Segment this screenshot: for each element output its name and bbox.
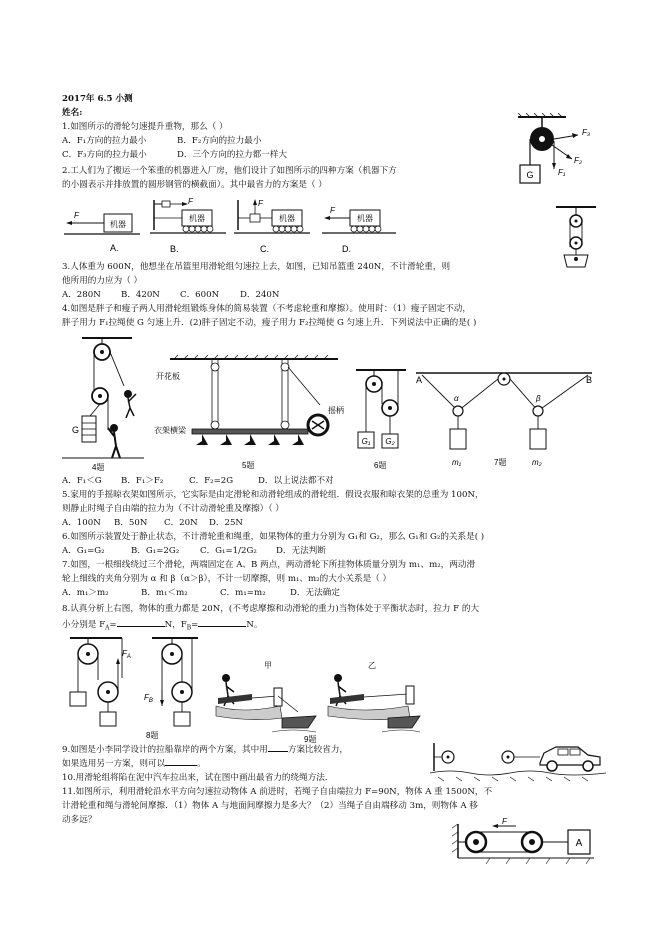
q1-f3-label: F₃ (582, 128, 591, 137)
q11-stem-line2: 计滑轮重和绳与滑轮间摩擦．（1）物体 A 与地面间摩擦力是多大？（2）当绳子自由端移动 3m，则物体 A 移 (62, 801, 478, 811)
q8-stem-line1: 8.认真分析上右图，物体的重力都是 20N，(不考虑摩擦和动滑轮的重力)当物体处于平衡状态时，拉力 F 的大 (62, 604, 480, 614)
q6-stem: 6.如图所示装置处于静止状态，不计滑轮重和绳重，如果物体的重力分别为 G₁和 G₂，那么 G₁和 G₂的关系是( ) (62, 532, 485, 542)
fig-label-5: 5题 (242, 461, 255, 470)
q9-yi-label: 乙 (368, 661, 376, 670)
q6-g1-label: G₁ (361, 437, 371, 446)
q1-option-d: D．三个方向的拉力都一样大 (177, 150, 288, 160)
q1-weight-label: G (526, 170, 534, 180)
q4-figure (62, 334, 152, 472)
q6-option-b: B．G₁=2G₂ (131, 546, 180, 556)
fig-label-8: 8题 (146, 731, 159, 740)
q9-blank-plan[interactable] (268, 742, 288, 752)
q7-option-a: A．m₁＞m₂ (62, 588, 109, 598)
q5-crank-label: 摇柄 (328, 406, 344, 415)
q1-f2-label: F₂ (574, 156, 582, 165)
q11-figure (450, 818, 596, 866)
q2-choice-b: B. (170, 244, 179, 254)
q5-stem-line1: 5.家用的手摇晾衣架如图所示，它实际是由定滑轮和动滑轮组成的滑轮组．假设衣服和晾衣架的总重为 100N， (62, 490, 484, 500)
q11-stem-line3: 动多远？ (62, 815, 97, 825)
q11-stem-line1: 11.如图所示，利用滑轮沿水平方向匀速拉动物体 A 前进时，若绳子自由端拉力 F=90N，物体 A 重 1500N，不 (62, 787, 493, 797)
q2-c-force: F (258, 199, 263, 208)
q10-stem: 10.用滑轮组将陷在泥中汽车拉出来，试在图中画出最省力的绕绳方法． (62, 773, 334, 783)
q5-option-d: D．25N (209, 518, 243, 528)
q8-blank-fb[interactable] (198, 617, 246, 627)
q7-stem-line2: 轮上细线的夹角分别为 α 和 β（α＞β），不计一切摩擦，则 m₁、m₂的大小关系是（ ） (62, 574, 392, 584)
q6-figure (352, 364, 410, 472)
name-label: 姓名: (62, 108, 83, 118)
q5-option-a: A．100N (62, 518, 101, 528)
q2-a-machine: 机器 (110, 220, 126, 229)
q2-figure-d (320, 196, 400, 256)
q8-fa-label: $F_A$ (122, 649, 131, 660)
fig-label-7: 7题 (494, 458, 507, 467)
q4-option-b: B．F₁＞F₂ (121, 476, 164, 486)
q7-option-b: B．m₁＜m₂ (141, 588, 188, 598)
q3-option-b: B．420N (121, 290, 160, 300)
q3-stem-line2: 他所用的力应为（ ） (62, 276, 143, 286)
q4-option-c: C．F₂=2G (189, 476, 234, 486)
fig-label-4: 4题 (92, 463, 105, 472)
q2-figure-b (148, 196, 230, 256)
q2-stem-line1: 2.工人们为了搬运一个笨重的机器进入厂房，他们设计了如图所示的四种方案（机器下方 (62, 166, 397, 176)
q7-m1-label: m₁ (452, 458, 462, 467)
q10-figure (430, 735, 606, 791)
q5-figure (152, 345, 344, 471)
fig-label-6: 6题 (374, 461, 387, 470)
q2-d-machine: 机器 (357, 214, 373, 223)
q3-option-d: D．240N (240, 290, 280, 300)
q4-option-a: A．F₁＜G (62, 476, 102, 486)
q9-stem-line1 (62, 742, 348, 756)
q5-option-c: C．20N (164, 518, 198, 528)
q9-text-d: 。 (197, 759, 206, 769)
q7-alpha: α (454, 394, 459, 403)
q9-text-a: 9.如图是小李同学设计的拉船靠岸的两个方案，其中用 (62, 745, 268, 755)
q1-option-a: A．F₁方向的拉力最小 (62, 136, 147, 146)
q7-option-c: C．m₁=m₂ (220, 588, 266, 598)
q4-option-d: D．以上说法都不对 (258, 476, 334, 486)
q2-figure-a (62, 200, 142, 256)
q5-crossbar-label: 衣架横梁 (154, 426, 186, 435)
q6-option-d: D．无法判断 (276, 546, 326, 556)
q7-point-a: A (416, 375, 423, 385)
q2-stem-line2: 的小圆表示并排放置的圆形钢管的横截面）。其中最省力的方案是（ ） (62, 180, 327, 190)
q9-blank-benefit[interactable] (165, 756, 197, 766)
q8-unit-a: N，F (164, 620, 187, 630)
q5-ceiling-label: 开花板 (156, 372, 180, 381)
q4-stem-line2: 胖子用力 F₁拉绳使 G 匀速上升．(2)胖子固定不动，瘦子用力 F₂拉绳使 G 匀速上升．下列说法中正确的是( ) (62, 318, 477, 328)
q7-figure (412, 367, 596, 473)
q6-option-a: A．G₁=G₂ (62, 546, 105, 556)
q2-choice-a: A. (110, 243, 119, 253)
q6-option-c: C．G₁=1/2G₂ (200, 546, 257, 556)
q3-figure (552, 203, 600, 273)
q8-sub-a: A (105, 624, 110, 632)
q1-stem: 1.如图所示的滑轮匀速提升重物，那么（ ） (62, 122, 228, 132)
fig-label-9: 9题 (304, 735, 317, 744)
q2-choice-c: C. (260, 244, 269, 254)
q1-figure (512, 113, 602, 191)
worksheet-title: 2017年 6.5 小测 (62, 94, 133, 104)
q7-beta: β (536, 394, 541, 403)
q2-figure-c (232, 196, 314, 256)
q3-option-c: C．600N (180, 290, 220, 300)
q1-option-c: C．F₃方向的拉力最小 (62, 150, 147, 160)
q7-m2-label: m₂ (532, 458, 542, 467)
q2-c-machine: 机器 (279, 214, 295, 223)
q5-stem-line2: 则静止时绳子自由端的拉力为（不计动滑轮重及摩擦）（ ） (62, 504, 284, 514)
q2-choice-d: D. (342, 244, 351, 254)
q1-option-b: B．F₂方向的拉力最小 (177, 136, 262, 146)
q7-option-d: D．无法确定 (290, 588, 340, 598)
q8-figure (62, 634, 212, 742)
q4-weight-label: G (72, 425, 80, 435)
q8-blank-fa[interactable] (117, 617, 165, 627)
q9-text-b: 方案比较省力， (287, 745, 349, 755)
q7-point-b: B (586, 375, 593, 385)
q2-d-force: F (330, 206, 335, 215)
q1-f1-label: F₁ (558, 168, 566, 177)
q6-g2-label: G₂ (385, 437, 395, 446)
q7-stem-line1: 7.如图，一根细线绕过三个滑轮，两端固定在 A、B 两点，两动滑轮下所挂物体质量分别为 m₁、m₂，两动滑 (62, 560, 476, 570)
q8-text-a: 小分别是 F (62, 620, 106, 630)
q11-object-label: A (575, 838, 583, 849)
q8-eq-a: = (109, 620, 117, 630)
q2-a-force: F (74, 211, 79, 220)
q5-option-b: B．50N (114, 518, 148, 528)
q9-stem-line2 (62, 756, 206, 770)
q8-eq-b: = (191, 620, 199, 630)
q9-text-c: 如果选用另一方案，则可以 (62, 759, 166, 769)
q3-stem-line1: 3.人体重为 600N，他想坐在吊篮里用滑轮组匀速拉上去，如图，已知吊篮重 240N，不计滑轮重，则 (62, 262, 451, 272)
q3-option-a: A．280N (62, 290, 101, 300)
q8-stem-line2 (62, 617, 262, 635)
q9-figure (212, 656, 422, 746)
q8-unit-b: N。 (246, 620, 263, 630)
q2-b-machine: 机器 (189, 214, 205, 223)
q9-jia-label: 甲 (264, 661, 272, 670)
q8-sub-b: B (186, 624, 192, 632)
q11-force-label: F (502, 818, 507, 826)
q4-stem-line1: 4.如图是胖子和瘦子两人用滑轮组锻炼身体的简易装置（不考虑轮重和摩擦）。使用时：（1）瘦子固定不动， (62, 304, 471, 314)
q8-fb-label: $F_B$ (144, 693, 153, 704)
q2-b-force: F (188, 197, 193, 206)
